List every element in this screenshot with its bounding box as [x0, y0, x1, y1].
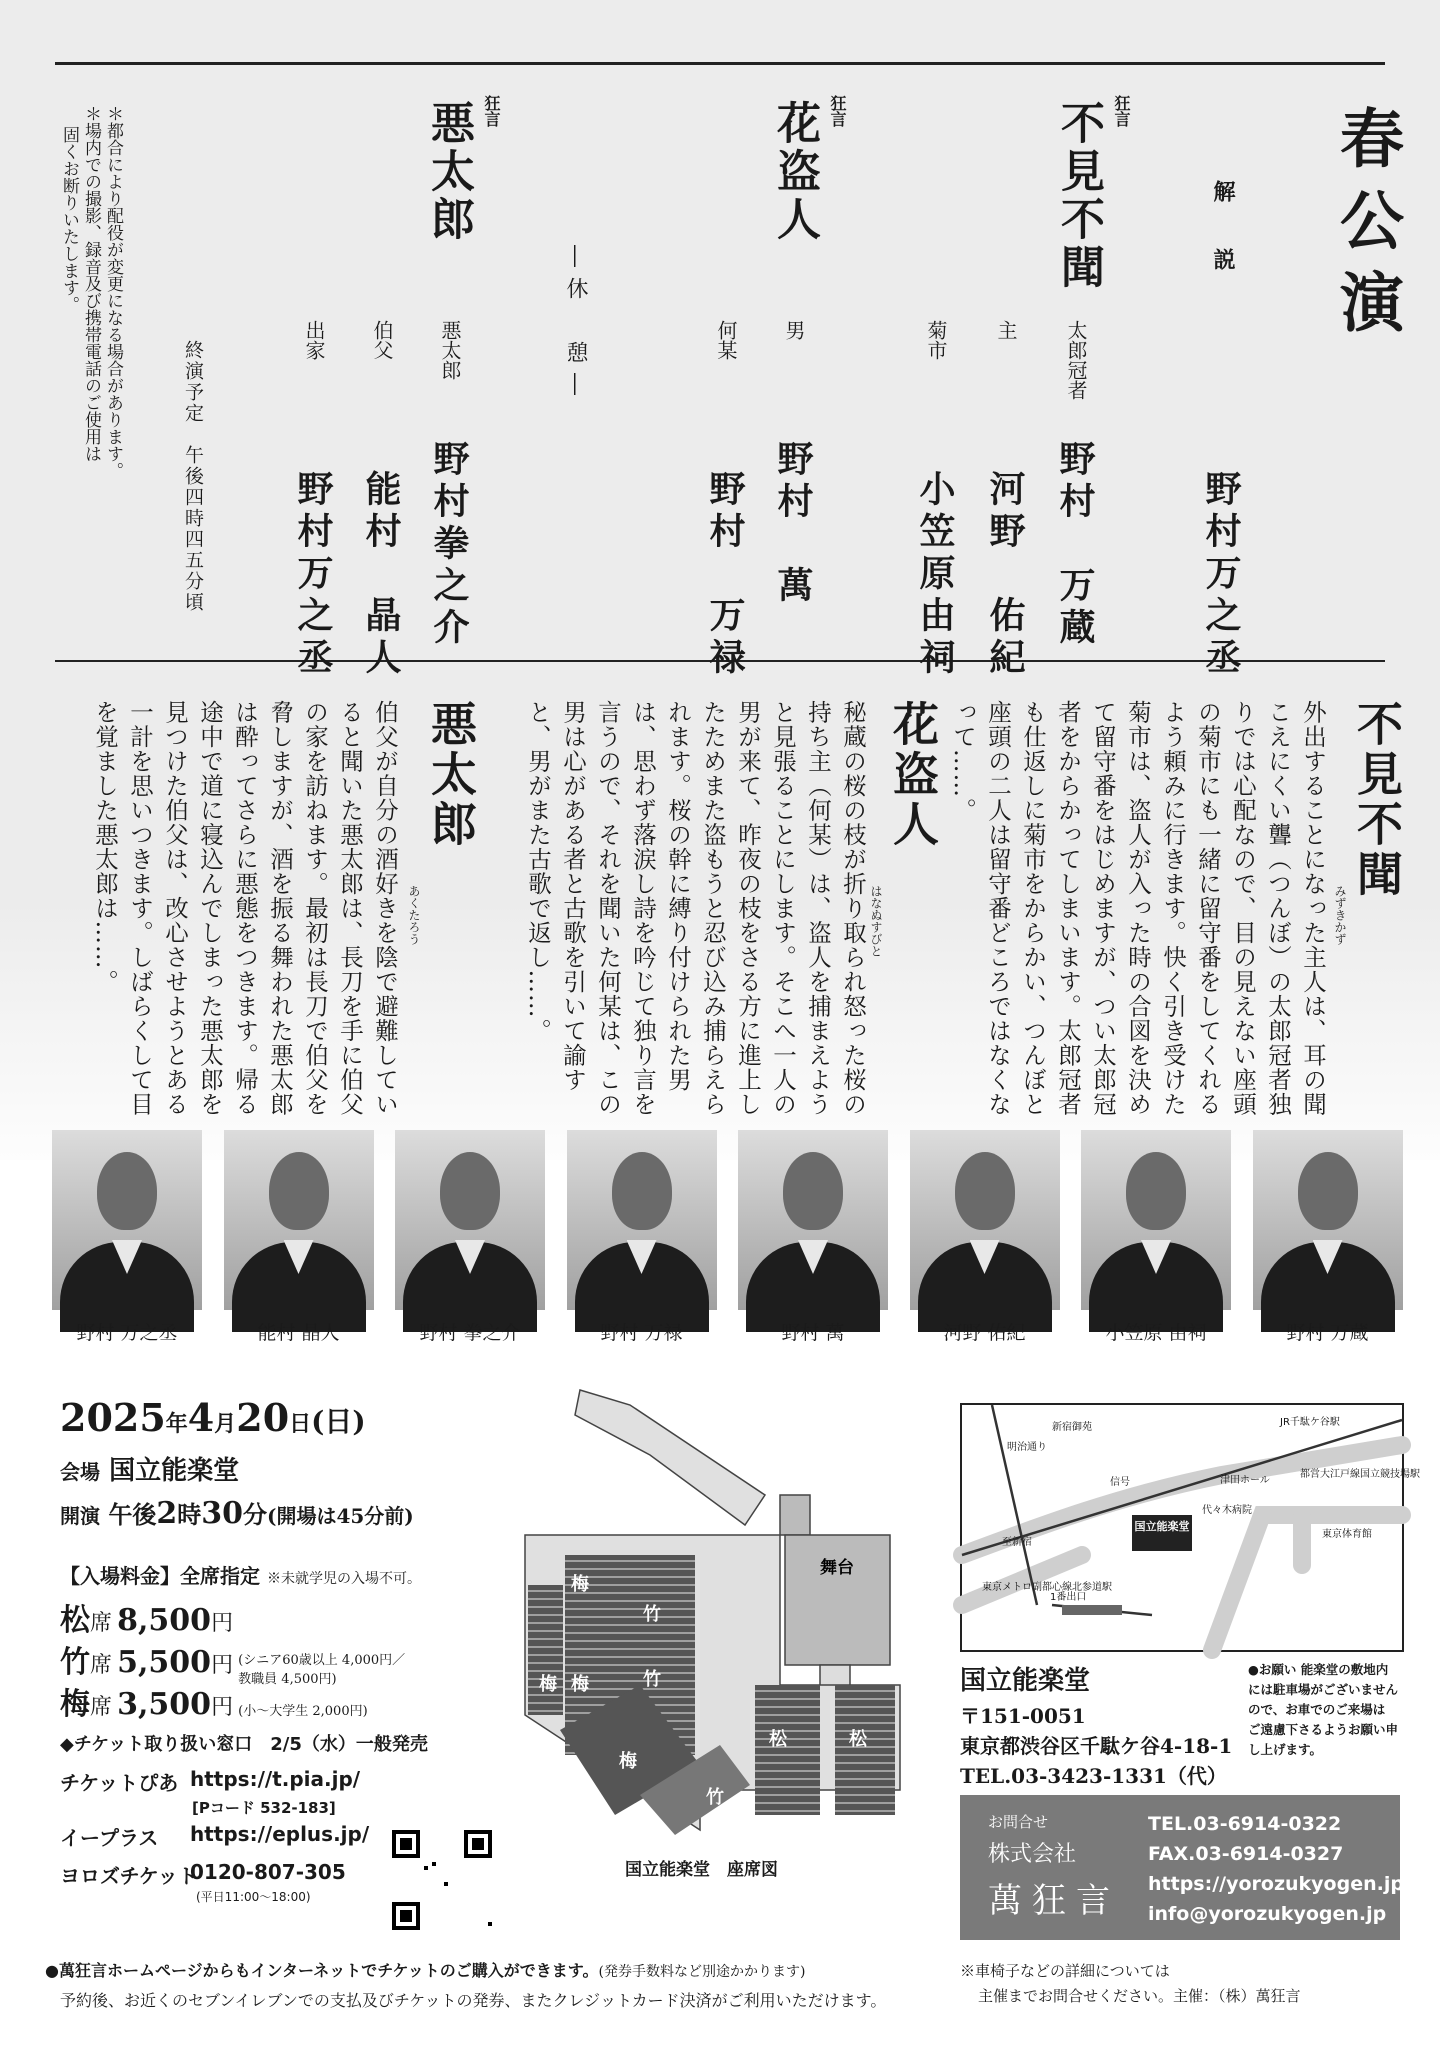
hana-actor-1: 野村 萬: [772, 440, 814, 608]
fumi-actor-1: 野村 万蔵: [1054, 440, 1096, 650]
syn-hana-title: 花盗人: [886, 700, 940, 850]
access-map[interactable]: [960, 1403, 1420, 1652]
map-label: 津田ホール: [1220, 1475, 1270, 1486]
qr-code[interactable]: [392, 1830, 492, 1930]
seat-map: [520, 1385, 940, 1845]
portrait-head: [1298, 1152, 1358, 1230]
map-label: 国立能楽堂: [1134, 1520, 1190, 1533]
portrait-head: [1126, 1152, 1186, 1230]
map-label: 至新宿: [1002, 1537, 1032, 1548]
venue-address: 東京都渋谷区千駄ケ谷4-18-1: [960, 1734, 1233, 1758]
akutaro-title: 悪太郎: [423, 100, 474, 244]
cast-name: 野村 万蔵: [1286, 1322, 1369, 1344]
map-label: 東京体育館: [1322, 1529, 1372, 1540]
syn-fumi-title: 不見不聞: [1350, 700, 1404, 900]
portrait-head: [269, 1152, 329, 1230]
map-label: 東京メトロ副都心線北参道駅: [982, 1582, 1112, 1593]
cast-photo: [1081, 1130, 1231, 1310]
kaisetsu-actor: 野村万之丞: [1200, 470, 1242, 680]
fumi-actor-3: 小笠原由祠: [914, 470, 956, 680]
seat-section-label: 松: [849, 1729, 867, 1750]
cast-name: 小笠原 由祠: [1105, 1322, 1207, 1344]
fumi-role-1: 太郎冠者: [1064, 320, 1088, 400]
ticket-heading: ◆チケット取り扱い窓口 2/5（水）一般発売: [60, 1734, 428, 1755]
map-label: 信号: [1110, 1477, 1130, 1488]
cast-photo: [1253, 1130, 1403, 1310]
contact-url[interactable]: https://yorozukyogen.jp: [1148, 1873, 1404, 1895]
syn-fumi-ruby: みずきかず: [1333, 885, 1347, 945]
fee-row: 竹席 5,500円 (シニア60歳以上 4,000円／教職員 4,500円): [60, 1645, 406, 1687]
syn-akutaro-ruby: あくたろう: [407, 885, 421, 945]
fee-heading: 【入場料金】全席指定 ※未就学児の入場不可。: [60, 1564, 421, 1588]
wheelchair-note-1: ※車椅子などの詳細については: [960, 1962, 1170, 1980]
contact-label: お問合せ: [988, 1813, 1049, 1831]
syn-fumi-text: 外出することになった主人は、耳の聞こえにくい聾（つんぼ）の太郎冠者独りでは心配なので、目の見えない座頭の菊市にも一緒に留守番をしてくれるよう頼みに行きます。快く引き受けた菊市は、盗人が入った時の合図を決めて留守番をはじめますが、つい太郎冠者をからかってしまいます。太郎冠者も仕返しに菊市をからかい、つんぼと座頭の二人は留守番どころではなくなって……。: [949, 700, 1327, 1117]
intermission: ―休 憩―: [563, 245, 588, 405]
cast-photo: [224, 1130, 374, 1310]
map-label: 都営大江戸線国立競技場駅: [1300, 1469, 1420, 1480]
portrait-head: [955, 1152, 1015, 1230]
cast-name: 野村 万之丞: [76, 1322, 178, 1344]
cast-photo: [52, 1130, 202, 1310]
ticket-vendor: チケットぴあ: [60, 1771, 179, 1795]
seat-section-label: 梅: [619, 1751, 637, 1772]
end-time: 終演予定 午後四時四五分頃: [182, 340, 204, 613]
cast-name: 能村 晶人: [257, 1322, 340, 1344]
fee-row: 松席 8,500円: [60, 1603, 234, 1638]
fumi-genre: 狂言: [1112, 95, 1131, 127]
akutaro-actor-2: 能村 晶人: [360, 470, 402, 680]
seat-section-label: 竹: [643, 1604, 661, 1625]
map-label: JR千駄ケ谷駅: [1280, 1417, 1340, 1428]
cast-name: 野村 万禄: [600, 1322, 683, 1344]
fumi-role-3: 菊市: [924, 320, 948, 360]
ticket-vendor: ヨロズチケット: [60, 1864, 198, 1888]
hana-genre: 狂言: [828, 95, 847, 127]
akutaro-genre: 狂言: [482, 95, 501, 127]
contact-tel: TEL.03-6914-0322: [1148, 1813, 1342, 1835]
akutaro-role-1: 悪太郎: [438, 320, 462, 380]
ticket-vendor: イープラス: [60, 1826, 159, 1850]
venue-zip: 〒151-0051: [960, 1704, 1086, 1728]
map-label: 代々木病院: [1202, 1505, 1252, 1516]
portrait-head: [97, 1152, 157, 1230]
cast-photo: [910, 1130, 1060, 1310]
hana-actor-2: 野村 万禄: [704, 470, 746, 680]
akutaro-role-3: 出家: [302, 320, 326, 360]
contact-details: [1148, 1809, 1404, 1929]
program-title: 春公演: [1329, 105, 1404, 351]
venue-tel: TEL.03-3423-1331（代）: [960, 1764, 1227, 1788]
ticket-contact[interactable]: 0120-807-305: [190, 1860, 346, 1884]
fee-row: 梅席 3,500円 (小～大学生 2,000円): [60, 1687, 368, 1722]
portrait-head: [612, 1152, 672, 1230]
hana-role-2: 何某: [714, 320, 738, 360]
note-3: 固くお断りいたします。: [59, 126, 79, 313]
event-start: 開演 午後2時30分(開場は45分前): [60, 1496, 414, 1531]
ticket-contact[interactable]: https://t.pia.jp/: [190, 1767, 361, 1791]
event-venue: 会場 国立能楽堂: [60, 1456, 240, 1486]
syn-hana-text: 秘蔵の桜の枝が折り取られ怒った桜の持ち主（何某）は、盗人を捕まえようと見張ることにします。そこへ一人の男が来て、昨夜の枝をさる方に進上したためまた盗もうと忍び込み捕らえられます。桜の幹に縛り付けられた男は、思わず落涙し詩を吟じて独り言を言うので、それを聞いた何某は、この男は心がある者と古歌を引いて諭すと、男がまた古歌で返し……。: [524, 700, 867, 1117]
fumi-title: 不見不聞: [1053, 100, 1104, 292]
contact-email[interactable]: info@yorozukyogen.jp: [1148, 1903, 1387, 1925]
wheelchair-note-2: 主催までお問合せください。主催：（株）萬狂言: [978, 1987, 1301, 2005]
contact-company: 萬狂言: [988, 1881, 1120, 1921]
akutaro-role-2: 伯父: [370, 320, 394, 360]
kaisetsu-label: 解 説: [1210, 180, 1236, 282]
fumi-actor-2: 河野 佑紀: [984, 470, 1026, 680]
seatmap-caption: 国立能楽堂 座席図: [625, 1860, 778, 1880]
cast-name: 河野 佑紀: [943, 1322, 1026, 1344]
ticket-contact[interactable]: https://eplus.jp/: [190, 1822, 370, 1846]
seat-section-label: 竹: [643, 1669, 661, 1690]
event-date: 2025年4月20日(日): [60, 1395, 366, 1440]
fumi-role-2: 主: [994, 320, 1018, 340]
cast-name: 野村 萬: [781, 1322, 845, 1344]
venue-request: ●お願い 能楽堂の敷地内には駐車場がございませんので、お車でのご来場は ご遠慮下さるようお願い申し上げます。: [1248, 1662, 1399, 1757]
hp-note: ●萬狂言ホームページからもインターネットでチケットのご購入ができます。(発券手数料など別途かかります): [45, 1961, 806, 1980]
portrait-head: [440, 1152, 500, 1230]
contact-box: [960, 1795, 1404, 1940]
top-rule: [55, 62, 1385, 65]
stage-label: 舞台: [820, 1558, 854, 1578]
seven-note: 予約後、お近くのセブンイレブンでの支払及びチケットの発券、またクレジットカード決済がご利用いただけます。: [60, 1991, 887, 2010]
map-label: 1番出口: [1050, 1592, 1087, 1603]
seat-section-label: 梅: [571, 1674, 589, 1695]
hana-role-1: 男: [782, 320, 806, 340]
contact-company-type: 株式会社: [988, 1842, 1077, 1867]
cast-photo: [395, 1130, 545, 1310]
seat-section-label: 松: [769, 1729, 787, 1750]
cast-photo: [738, 1130, 888, 1310]
ticket-sub: (平日11:00～18:00): [196, 1890, 311, 1904]
syn-akutaro-text: 伯父が自分の酒好きを陰で避難していると聞いた悪太郎は、長刀を手に伯父の家を訪ねます。最初は長刀で伯父を脅しますが、酒を振る舞われた悪太郎は酔ってさらに悪態をつきます。帰る途中で道に寝込んでしまった悪太郎を見つけた伯父は、改心させようとある一計を思いつきます。しばらくして目を覚ました悪太郎は……。: [91, 700, 399, 1117]
seat-section-label: 竹: [706, 1787, 724, 1808]
syn-akutaro-title: 悪太郎: [424, 700, 478, 850]
map-label: 新宿御苑: [1052, 1422, 1092, 1433]
seat-section-label: 梅: [539, 1674, 557, 1695]
cast-name: 野村 拳之介: [419, 1322, 521, 1344]
contact-fax: FAX.03-6914-0327: [1148, 1843, 1344, 1865]
note-1: ＊都合により配役が変更になる場合があります。: [103, 105, 123, 479]
akutaro-actor-3: 野村万之丞: [292, 470, 334, 680]
cast-photo: [567, 1130, 717, 1310]
syn-hana-ruby: はなぬすびと: [869, 885, 883, 957]
seat-section-label: 梅: [571, 1574, 589, 1595]
map-label: 明治通り: [1007, 1442, 1047, 1453]
portrait-head: [783, 1152, 843, 1230]
hana-title: 花盗人: [769, 100, 820, 244]
note-2: ＊場内での撮影、録音及び携帯電話のご使用は: [81, 105, 101, 462]
venue-name: 国立能楽堂: [960, 1666, 1091, 1696]
akutaro-actor-1: 野村拳之介: [428, 440, 470, 650]
ticket-sub: [Pコード 532-183]: [192, 1799, 336, 1817]
